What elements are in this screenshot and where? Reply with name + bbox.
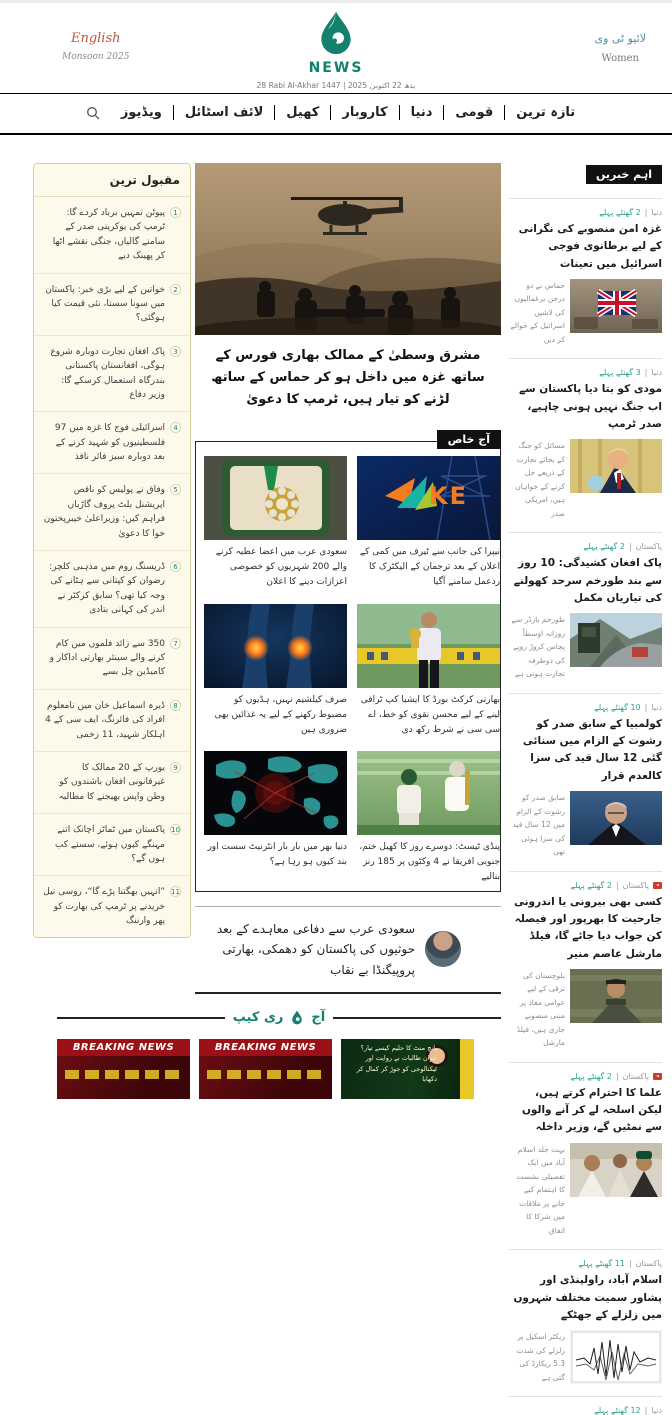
category-label: دنیا — [651, 208, 662, 217]
aaj-khas-badge: آج خاص — [437, 430, 501, 449]
article-headline: پاک افغان کشیدگی: 10 روز سے بند طورخم سرحد کھولنے کی تیاریاں مکمل — [513, 557, 662, 604]
aaj-recap-header — [57, 1010, 501, 1025]
nav-item-karobar[interactable]: کاروبار — [330, 105, 398, 120]
rank-badge: 4 — [170, 422, 181, 433]
main-nav — [0, 93, 672, 135]
article-snippet: طورخم بارڈر سے روزانہ اوسطاً پچاس کروڑ روپے کی دوطرفہ تجارت ہوتی ہے — [511, 615, 565, 679]
nav-item-dunya[interactable]: دنیا — [399, 105, 444, 120]
important-item-8[interactable] — [509, 1396, 662, 1415]
trophy-official-image — [357, 604, 500, 688]
article-headline: کسی بھی بیرونی یا اندرونی جارحیت کا بھرپور اور فیصلہ کن جواب دیا جائے گا، فیلڈ مارشل عاصم منیر — [513, 895, 662, 960]
popular-item-text: پیوٹن تمہیں برباد کردے گا: ٹرمپ کی یوکرینی صدر کے سامنے گالیاں، جنگی نقشے اٹھا کر پھینک دیے — [52, 208, 165, 262]
popular-item-text: 350 سے زائد فلموں میں کام کرنے والے سینئر بھارتی اداکار و کامیڈین چل بسے — [49, 638, 165, 678]
trump-thumbnail — [570, 439, 662, 493]
popular-item-11[interactable] — [34, 876, 190, 937]
army-chief-thumbnail — [570, 969, 662, 1023]
recap-video-2[interactable] — [199, 1039, 332, 1099]
ex-president-thumbnail — [570, 791, 662, 845]
women-link[interactable]: Women — [601, 53, 639, 64]
popular-item-2[interactable] — [34, 274, 190, 336]
article-headline: اسلام آباد، راولپنڈی اور پشاور سمیت مختلف شہروں میں زلزلے کے جھٹکے — [513, 1274, 662, 1321]
popular-item-7[interactable] — [34, 628, 190, 690]
most-popular-box — [33, 163, 191, 938]
recap-word-aaj: آج — [311, 1010, 326, 1026]
nav-item-khel[interactable]: کھیل — [274, 105, 330, 120]
category-label: پاکستان — [635, 1259, 662, 1269]
date-separator: | — [342, 81, 346, 90]
article-snippet: بلوچستان کی ترقی کے لیے عوامی مفاد پر مبنی منصوبے جاری ہیں، فیلڈ مارشل — [516, 970, 565, 1048]
important-item-5[interactable] — [509, 871, 662, 1050]
thumbnail-strip — [460, 1039, 474, 1099]
category-label: پاکستان — [622, 1071, 649, 1081]
article-meta — [509, 1259, 662, 1268]
meta-separator: | — [628, 542, 632, 552]
story-bar[interactable] — [195, 906, 501, 994]
popular-item-text: ”انہیں بھگتنا پڑے گا“، روسی تیل خریدنے پر ٹرمپ کی بھارت کو پھر وارننگ — [43, 887, 165, 927]
article-meta — [509, 542, 662, 551]
khas-caption: نیپرا کی جانب سے ٹیرف میں کمی کے اعلان کے بعد ترجمان کے الیکٹرک کا ردعمل سامنے آگیا — [359, 547, 500, 587]
timestamp: 2 گھنٹے پہلے — [570, 880, 612, 890]
article-meta — [509, 208, 662, 217]
meta-separator: | — [615, 1071, 619, 1081]
popular-item-text: یورپ کے 20 ممالک کا غیرقانونی افغان باشندوں کو وطن واپس بھیجنے کا مطالبہ — [58, 762, 165, 802]
meta-separator: | — [644, 1406, 648, 1415]
recap-video-caption: پانچ منٹ کا حلیم کیسے تیار؟ جوان طالبات نے روایت اور ٹیکنالوجی کو جوڑ کر کمال کر دکھایا — [356, 1044, 437, 1084]
recap-video-3[interactable] — [341, 1039, 474, 1099]
nav-item-taza-tareen[interactable]: تازہ ترین — [504, 105, 586, 120]
article-snippet: حماس نے دو درجن یرغمالیوں کی لاشیں اسرائیل کے حوالے کر دیں — [510, 280, 565, 344]
popular-item-text: خواتین کے لیے بڑی خبر: پاکستان میں سونا سستا، نئی قیمت کیا ہوگئی؟ — [45, 284, 165, 324]
khas-caption: صرف کیلشیم نہیں، ہڈیوں کو مضبوط رکھنے کے لیے یہ غذائیں بھی ضروری ہیں — [214, 694, 347, 735]
recap-video-1[interactable] — [57, 1039, 190, 1099]
article-snippet: ریکٹر اسکیل پر زلزلے کی شدت 5.3 ریکارڈ کی گئی ہے — [516, 1332, 565, 1382]
important-news-badge: اہم خبریں — [586, 165, 662, 184]
article-headline: علما کا احترام کرتے ہیں، لیکن اسلحہ لے کر آنے والوں سے نمٹیں گے، وزیر داخلہ — [521, 1086, 662, 1134]
khas-caption: دنیا بھر میں بار بار انٹرنیٹ سست اور بند کیوں ہو رہا ہے؟ — [207, 842, 347, 868]
popular-item-4[interactable] — [34, 412, 190, 474]
popular-item-8[interactable] — [34, 690, 190, 752]
aaj-logo-icon[interactable] — [317, 11, 355, 55]
ke-logo-text: KE — [429, 482, 468, 511]
rank-badge: 9 — [170, 762, 181, 773]
nav-list — [110, 105, 586, 120]
important-item-4[interactable] — [509, 693, 662, 859]
article-meta — [509, 881, 662, 890]
meta-separator: | — [644, 368, 648, 378]
important-item-2[interactable] — [509, 358, 662, 520]
recap-divider — [333, 1017, 501, 1019]
khas-caption: سعودی عرب میں اعضا عطیہ کرنے والے 200 شہریوں کو خصوصی اعزازات دینے کا اعلان — [215, 547, 347, 587]
aaj-logo-small-icon — [291, 1010, 303, 1025]
recap-word-recap: ری کیپ — [232, 1010, 284, 1026]
popular-item-6[interactable] — [34, 551, 190, 628]
header-center — [0, 11, 672, 90]
popular-item-9[interactable] — [34, 752, 190, 814]
most-popular-title: مقبول ترین — [34, 164, 190, 197]
hero-image — [195, 163, 501, 335]
khas-item-ke[interactable] — [357, 456, 500, 590]
recap-divider — [57, 1017, 225, 1019]
popular-item-1[interactable] — [34, 197, 190, 274]
rank-badge: 8 — [170, 700, 181, 711]
important-item-1[interactable] — [509, 198, 662, 346]
popular-item-text: وفاق نے پولیس کو ناقص اپریشنل بلٹ پروف گاڑیاں فراہم کیں: وزیراعلیٰ خیبرپختون خوا کا دعویٰ — [43, 485, 165, 539]
timestamp: 2 گھنٹے پہلے — [599, 208, 641, 217]
header — [0, 3, 672, 93]
aaj-recap-section — [33, 1010, 501, 1099]
story-bar-text: سعودی عرب سے دفاعی معاہدے کے بعد حوثیوں کی پاکستان کو دھمکی، بھارتی پروپیگنڈا بے نقاب — [216, 921, 415, 977]
khas-caption: بھارتی کرکٹ بورڈ کا ایشیا کپ ٹرافی لینے کے لیے محسن نقوی کو خط، اے سی سی نے شرط رکھ دی — [360, 694, 500, 735]
meta-separator: | — [644, 702, 648, 712]
article-meta — [509, 368, 662, 377]
category-label: پاکستان — [635, 542, 662, 552]
header-right — [595, 27, 646, 64]
timestamp: 2 گھنٹے پہلے — [570, 1071, 612, 1081]
popular-item-text: ڈیرہ اسماعیل خان میں نامعلوم افراد کی فائرنگ، ایف سی کے 4 اہلکار شہید، 11 زخمی — [45, 700, 165, 740]
live-tv-label: لائیو ٹی وی — [594, 32, 646, 45]
article-headline: غزہ امن منصوبے کی نگرانی کے لیے برطانوی فوجی اسرائیل میں تعینات — [518, 223, 662, 270]
main-content — [0, 135, 672, 1415]
timestamp: 10 گھنٹے پہلے — [594, 702, 641, 712]
popular-item-3[interactable] — [34, 336, 190, 413]
english-label: English — [70, 31, 121, 46]
article-headline: مودی کو بتا دیا پاکستان سے اب جنگ نہیں ہونی چاہیے، صدر ٹرمپ — [519, 383, 662, 431]
article-snippet: سابق صدر کو رشوت کے الزام میں 12 سال قید کی سزا ہوئی تھی — [512, 793, 565, 857]
important-item-6[interactable] — [509, 1062, 662, 1237]
popular-item-10[interactable] — [34, 814, 190, 876]
monsoon-label: Monsoon 2025 — [62, 52, 130, 62]
article-headline: کولمبیا کے سابق صدر کو رشوت کے الزام میں سنائی گئی 12 سال قید کی سزا کالعدم قرار — [522, 717, 662, 782]
popular-item-text: پاکستان میں ٹماٹر اچانک اتنے مہنگے کیوں ہوئے، سستے کب ہوں گے؟ — [54, 825, 165, 864]
rank-badge: 10 — [171, 826, 180, 835]
category-label: دنیا — [651, 368, 662, 378]
timestamp: 11 گھنٹے پہلے — [578, 1259, 625, 1269]
recap-thumbnails — [57, 1039, 501, 1099]
nav-item-lifestyle[interactable]: لائف اسٹائل — [173, 105, 274, 120]
aaj-khas-section — [195, 433, 501, 892]
hero-story[interactable] — [195, 163, 501, 411]
meta-separator: | — [628, 1259, 632, 1269]
khas-caption: پنڈی ٹیسٹ: دوسرے روز کا کھیل ختم، جنوبی افریقا نے 4 وکٹوں پر 185 رنز بنالیے — [359, 842, 500, 883]
rank-badge: 1 — [170, 207, 181, 218]
medal-image — [204, 456, 347, 540]
timestamp: 3 گھنٹے پہلے — [599, 368, 641, 378]
center-column — [195, 163, 501, 994]
popular-item-text: اسرائیلی فوج کا غزہ میں 97 فلسطینیوں کو شہید کرنے کے بعد دوبارہ سیز فائر نافذ — [54, 423, 165, 463]
important-news-sidebar — [505, 163, 662, 1415]
popular-item-text: پاک افغان تجارت دوبارہ شروع ہوگی، افغانستان پاکستانی بندرگاہ استعمال کرسکے گا: وزیر دفاع — [50, 346, 165, 400]
search-icon[interactable] — [86, 106, 100, 120]
article-meta — [509, 1072, 662, 1081]
uk-flag-thumbnail — [570, 279, 662, 333]
nav-item-videos[interactable]: ویڈیوز — [120, 105, 162, 120]
aaj-khas-grid — [204, 456, 500, 885]
khas-item-cricket[interactable] — [357, 751, 500, 885]
article-snippet: بہت جلد اسلام آباد میں ایک تفصیلی نشست کا اہتمام کیے جانے پر ملاقات میں شرکا کا اتفاق — [516, 1144, 565, 1235]
breaking-news-banner: BREAKING NEWS — [57, 1039, 190, 1056]
border-crossing-thumbnail — [570, 613, 662, 667]
breaking-news-clip — [199, 1056, 332, 1099]
world-map-image — [204, 751, 347, 835]
rank-badge: 3 — [170, 346, 181, 357]
category-label: پاکستان — [622, 880, 649, 890]
meta-separator: | — [644, 208, 648, 217]
rank-badge: 2 — [170, 284, 181, 295]
rank-badge: 6 — [170, 561, 181, 572]
article-meta — [509, 703, 662, 712]
popular-item-5[interactable] — [34, 474, 190, 551]
khas-item-trophy[interactable] — [357, 604, 500, 738]
meeting-thumbnail — [570, 1143, 662, 1197]
date-line — [0, 81, 672, 90]
article-snippet: مسائل کو جنگ کے بجائے تجارت کے ذریعے حل کرنے کے خواہاں ہیں، امریکی صدر — [515, 441, 565, 518]
knees-xray-image — [204, 604, 347, 688]
timestamp: 12 گھنٹے پہلے — [594, 1406, 641, 1415]
ke-logo-image — [357, 456, 500, 540]
avatar — [425, 931, 461, 967]
important-item-7[interactable] — [509, 1249, 662, 1384]
rank-badge: 5 — [170, 484, 181, 495]
category-label: دنیا — [651, 702, 662, 712]
popular-item-text: ڈریسنگ روم میں مذہبی کلچر: رضوان کو کپتانی سے ہٹانے کی وجہ کیا تھی؟ سابق کرکٹر نے اندر کی کہانی بتادی — [49, 562, 165, 616]
left-center-area — [33, 163, 501, 1099]
logo-wordmark[interactable]: NEWS — [308, 60, 364, 76]
live-tv-link[interactable] — [595, 32, 646, 45]
breaking-news-banner: BREAKING NEWS — [199, 1039, 332, 1056]
rank-badge: 7 — [170, 638, 181, 649]
video-icon — [653, 882, 662, 889]
gregorian-date: بدھ 22 اکتوبر, 2025 — [347, 81, 416, 90]
breaking-news-clip — [57, 1056, 190, 1099]
article-meta — [509, 1406, 662, 1415]
timestamp: 2 گھنٹے پہلے — [583, 542, 625, 552]
important-item-3[interactable] — [509, 532, 662, 680]
khas-item-medal[interactable] — [204, 456, 347, 590]
video-icon — [653, 1073, 662, 1080]
khas-item-knees[interactable] — [204, 604, 347, 738]
seismograph-thumbnail — [570, 1330, 662, 1384]
nav-item-qaumi[interactable]: قومی — [443, 105, 504, 120]
khas-item-worldmap[interactable] — [204, 751, 347, 885]
cricket-players-image — [357, 751, 500, 835]
rank-badge: 11 — [171, 888, 180, 897]
hijri-date: 28 Rabi Al-Akhar 1447 — [256, 81, 341, 90]
category-label: دنیا — [651, 1406, 662, 1415]
hero-headline[interactable]: مشرق وسطیٰ کے ممالک بھاری فورس کے ساتھ غزہ میں داخل ہو کر حماس کے ساتھ لڑنے کو تیار ہیں، ٹرمپ کا دعویٰ — [211, 348, 485, 408]
meta-separator: | — [615, 880, 619, 890]
